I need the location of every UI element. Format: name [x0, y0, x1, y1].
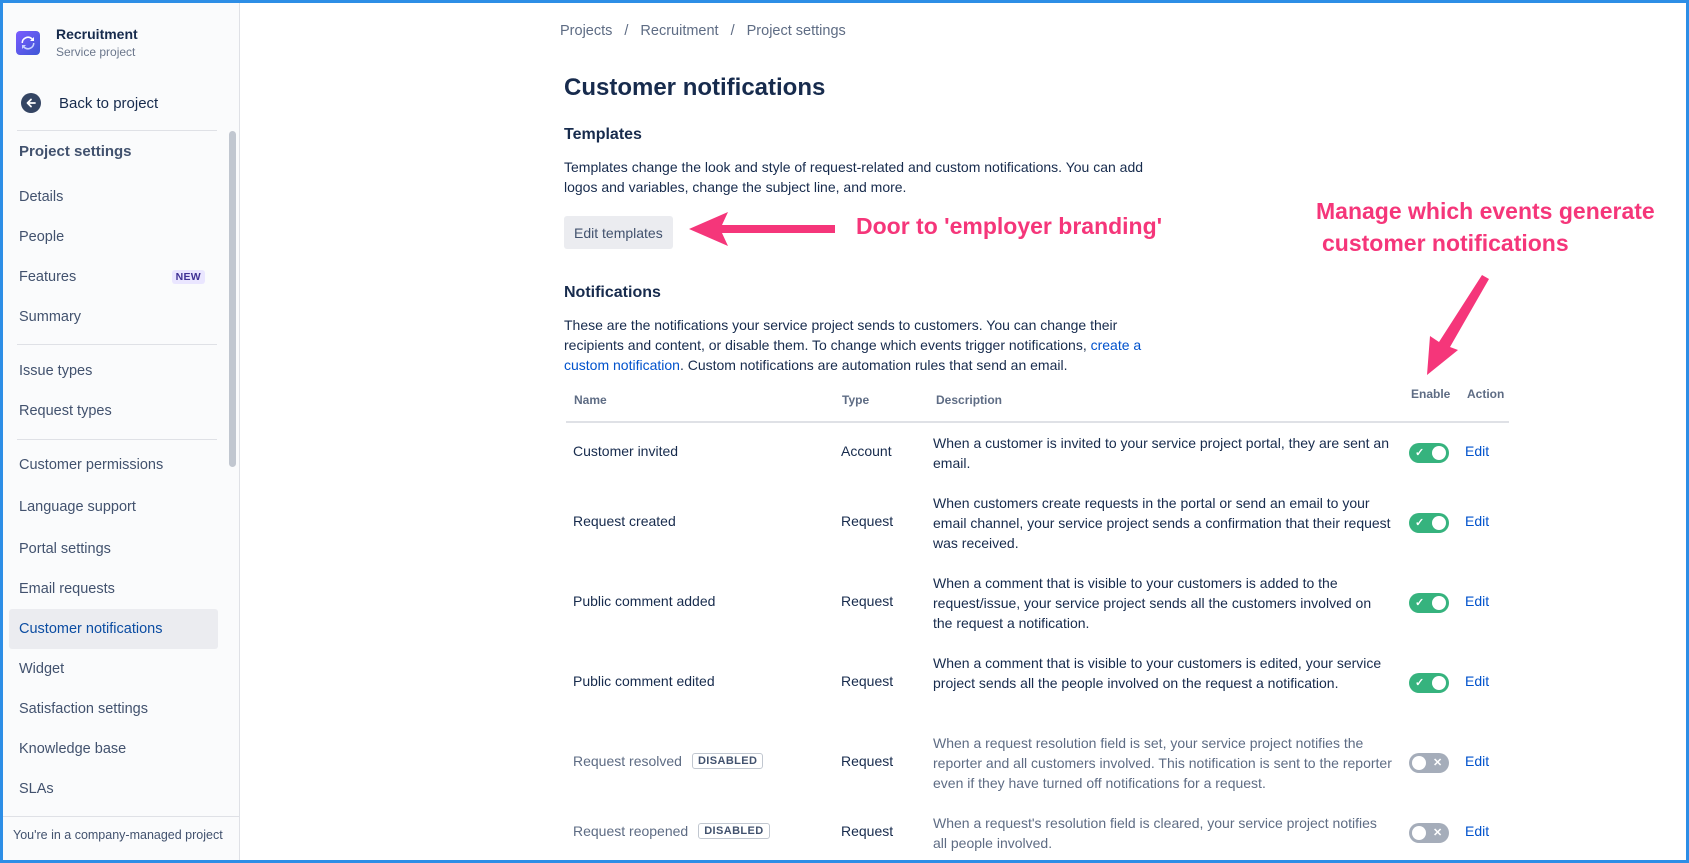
- column-header-description: Description: [936, 393, 1003, 407]
- check-icon: ✓: [1415, 677, 1425, 689]
- toggle-knob: [1432, 596, 1446, 610]
- disabled-badge: DISABLED: [698, 823, 769, 839]
- notification-description: When a customer is invited to your service project portal, they are sent an email.: [933, 435, 1389, 471]
- table-header: [566, 383, 1509, 423]
- breadcrumb-project-settings[interactable]: Project settings: [746, 23, 846, 39]
- sidebar-scrollbar[interactable]: [229, 131, 236, 467]
- enable-toggle[interactable]: [1409, 673, 1449, 693]
- edit-link[interactable]: Edit: [1465, 673, 1490, 689]
- check-icon: ✓: [1415, 517, 1425, 529]
- notifications-description-text: These are the notifications your service project sends to customers. You can change their recipients and content, or disable them. To change which events trigger notifications,: [564, 317, 1118, 353]
- sidebar-item-people[interactable]: [9, 217, 218, 257]
- sidebar-item-label: Widget: [19, 661, 65, 677]
- column-header-type: Type: [842, 393, 870, 407]
- x-icon: ✕: [1433, 757, 1443, 769]
- notification-name: [573, 823, 770, 839]
- notification-type: Account: [841, 443, 892, 459]
- arrow-to-enable-column: [1427, 275, 1489, 375]
- sidebar-item-label: Summary: [19, 309, 82, 325]
- toggle-knob: [1432, 446, 1446, 460]
- templates-description: Templates change the look and style of request-related and custom notifications. You can add logos and variables, change the subject line, and more.: [564, 159, 1144, 195]
- sidebar-item-label: SLAs: [19, 781, 54, 797]
- column-header-name: Name: [574, 393, 607, 407]
- divider: [17, 344, 217, 345]
- enable-toggle[interactable]: [1409, 513, 1449, 533]
- sidebar-item-portal-settings[interactable]: [9, 529, 218, 569]
- sidebar-item-label: Knowledge base: [19, 741, 127, 757]
- disabled-badge: DISABLED: [692, 753, 763, 769]
- sidebar-item-label: Email requests: [19, 581, 115, 597]
- notification-name-text: Customer invited: [573, 443, 679, 459]
- sidebar-item-customer-notifications[interactable]: [9, 609, 218, 649]
- notification-name-text: Public comment added: [573, 593, 716, 609]
- notification-name: [573, 443, 678, 459]
- edit-link[interactable]: Edit: [1465, 593, 1490, 609]
- templates-heading: Templates: [564, 126, 642, 143]
- sidebar-item-slas[interactable]: [9, 769, 218, 809]
- sidebar-section-title: Project settings: [19, 143, 132, 160]
- toggle-knob: [1412, 826, 1426, 840]
- sidebar-item-label: Features: [19, 269, 77, 285]
- sidebar-item-request-types[interactable]: [9, 391, 218, 431]
- breadcrumb-projects[interactable]: Projects: [560, 23, 613, 39]
- notification-name-text: Request reopened: [573, 823, 689, 839]
- breadcrumb-recruitment[interactable]: Recruitment: [640, 23, 719, 39]
- page-title: Customer notifications: [564, 74, 826, 101]
- sidebar-item-knowledge-base[interactable]: [9, 729, 218, 769]
- notifications-description-text: . Custom notifications are automation rules that send an email.: [679, 357, 1068, 373]
- notification-type: Request: [841, 753, 894, 769]
- sidebar-item-label: Portal settings: [19, 541, 111, 557]
- sidebar-item-label: Customer notifications: [19, 621, 163, 637]
- notification-description: When a comment that is visible to your customers is added to the request/issue, your service project sends all the customers involved on the request a notification.: [933, 575, 1372, 631]
- notification-name: [573, 673, 715, 689]
- sidebar-item-widget[interactable]: [9, 649, 218, 689]
- sidebar-item-summary[interactable]: [9, 297, 218, 337]
- annotation-branding: Door to 'employer branding': [856, 213, 1163, 239]
- notification-type: Request: [841, 593, 894, 609]
- sidebar: [3, 3, 240, 860]
- project-logo-icon: [16, 31, 40, 55]
- sidebar-item-customer-permissions[interactable]: [9, 445, 218, 485]
- annotation-arrows: [3, 3, 1686, 860]
- toggle-knob: [1432, 676, 1446, 690]
- breadcrumb-separator: /: [730, 23, 735, 39]
- notification-name-text: Request created: [573, 513, 676, 529]
- notification-description: When customers create requests in the portal or send an email to your email channel, your service project sends a confirmation that their request was received.: [933, 495, 1391, 551]
- check-icon: ✓: [1415, 597, 1425, 609]
- enable-toggle[interactable]: [1409, 753, 1449, 773]
- edit-link[interactable]: Edit: [1465, 513, 1490, 529]
- notification-type: Request: [841, 823, 894, 839]
- column-header-action: Action: [1467, 387, 1505, 401]
- back-to-project-button[interactable]: [21, 93, 158, 113]
- sidebar-item-issue-types[interactable]: [9, 351, 218, 391]
- edit-link[interactable]: Edit: [1465, 753, 1490, 769]
- annotation-events-line2: customer notifications: [1322, 230, 1569, 256]
- sidebar-item-label: People: [19, 229, 65, 245]
- sidebar-item-email-requests[interactable]: [9, 569, 218, 609]
- x-icon: ✕: [1433, 827, 1443, 839]
- enable-toggle[interactable]: [1409, 593, 1449, 613]
- sidebar-item-label: Request types: [19, 403, 112, 419]
- breadcrumb-separator: /: [624, 23, 629, 39]
- project-name: Recruitment: [56, 26, 138, 42]
- sidebar-item-label: Issue types: [19, 363, 93, 379]
- arrow-to-edit-templates: [689, 212, 835, 246]
- notification-name: [573, 513, 676, 529]
- project-header[interactable]: [16, 25, 138, 60]
- toggle-knob: [1412, 756, 1426, 770]
- notifications-description: [564, 315, 1174, 375]
- sidebar-footer: You're in a company-managed project: [13, 828, 223, 842]
- notification-type: Request: [841, 673, 894, 689]
- project-type: Service project: [56, 45, 136, 59]
- notification-name: [573, 753, 763, 769]
- sidebar-item-label: Details: [19, 189, 64, 205]
- toggle-knob: [1432, 516, 1446, 530]
- sidebar-item-features[interactable]: [9, 257, 218, 297]
- notification-name: [573, 593, 715, 609]
- notification-description: When a request's resolution field is cleared, your service project notifies all people involved.: [933, 815, 1377, 851]
- enable-toggle[interactable]: [1409, 823, 1449, 843]
- divider: [17, 439, 217, 440]
- sidebar-item-satisfaction-settings[interactable]: [9, 689, 218, 729]
- sidebar-item-label: Language support: [19, 499, 136, 515]
- enable-toggle[interactable]: [1409, 443, 1449, 463]
- check-icon: ✓: [1415, 447, 1425, 459]
- notification-description: When a comment that is visible to your customers is edited, your service project sends all the people involved on the request a notification.: [933, 655, 1382, 691]
- notification-name-text: Public comment edited: [573, 673, 715, 689]
- divider: [3, 816, 239, 817]
- sidebar-item-language-support[interactable]: [9, 487, 218, 527]
- notification-type: Request: [841, 513, 894, 529]
- arrow-left-icon: [21, 93, 41, 113]
- breadcrumb: [560, 23, 846, 39]
- sidebar-item-label: Customer permissions: [19, 457, 164, 473]
- notification-name-text: Request resolved: [573, 753, 682, 769]
- column-header-enable: Enable: [1411, 387, 1451, 401]
- notification-description: When a request resolution field is set, your service project notifies the reporter and all customers involved. This notification is sent to the reporter even if they have turned off notifications for a request.: [933, 735, 1392, 791]
- divider: [17, 130, 217, 131]
- sidebar-item-label: Satisfaction settings: [19, 701, 148, 717]
- edit-link[interactable]: Edit: [1465, 443, 1490, 459]
- edit-templates-button[interactable]: Edit templates: [564, 216, 673, 249]
- back-to-project-label: Back to project: [59, 94, 159, 112]
- new-badge: NEW: [172, 270, 205, 284]
- sidebar-item-details[interactable]: [9, 177, 218, 217]
- edit-link[interactable]: Edit: [1465, 823, 1490, 839]
- create-custom-notification-link[interactable]: create a custom notification: [564, 337, 1142, 373]
- notifications-heading: Notifications: [564, 284, 661, 301]
- annotation-events-line1: Manage which events generate: [1316, 198, 1655, 224]
